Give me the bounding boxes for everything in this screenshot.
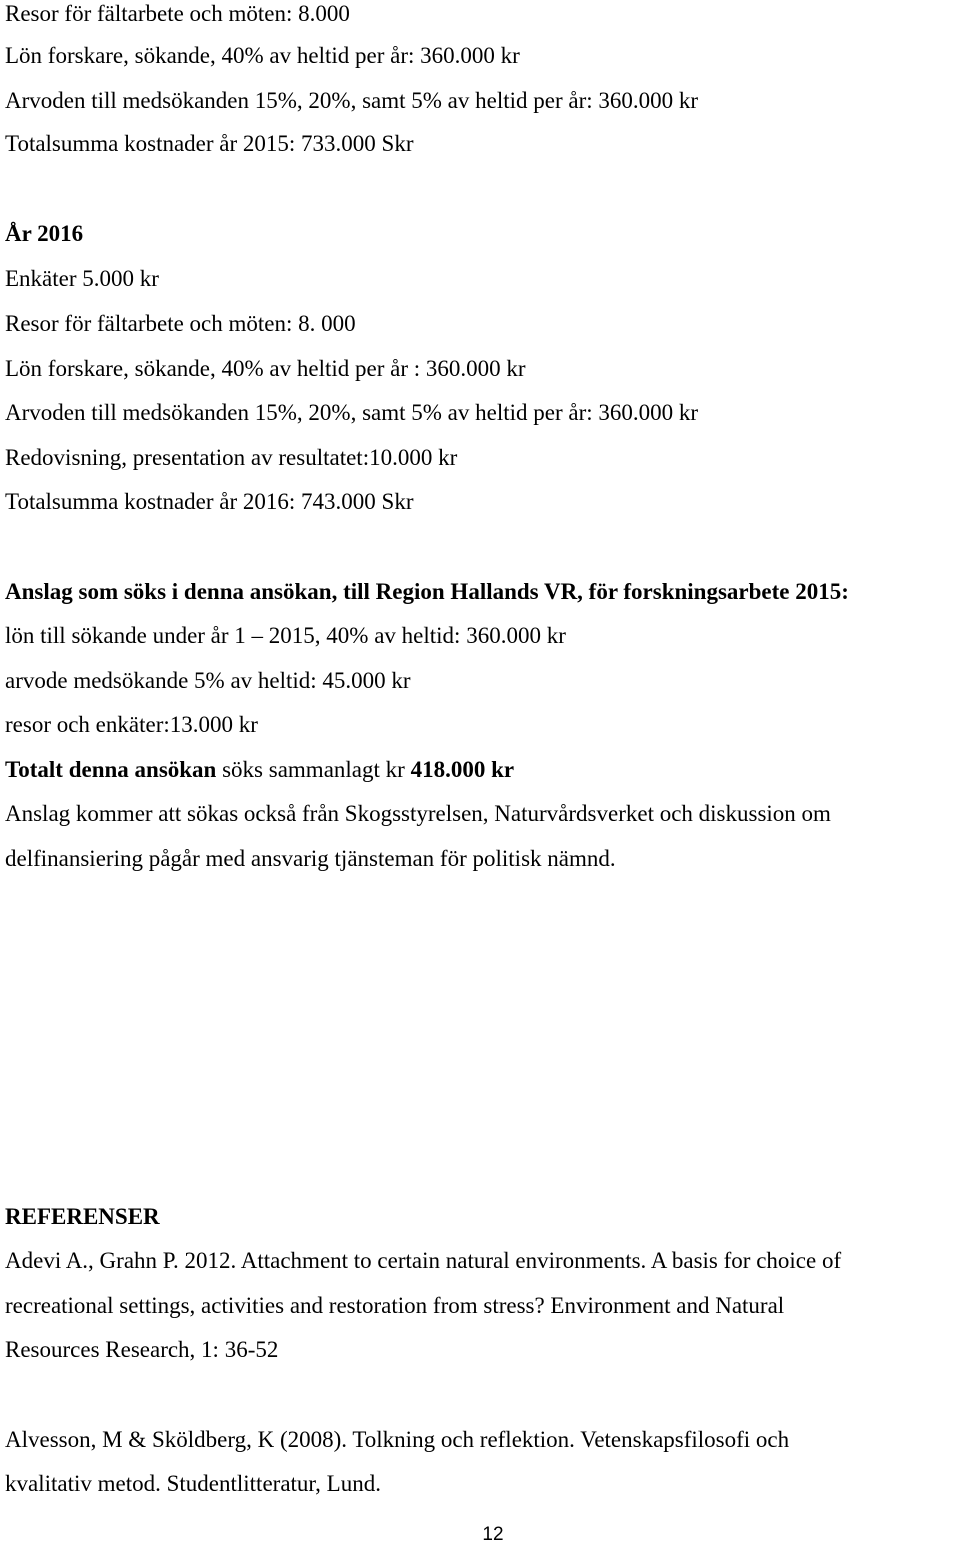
budget-2015-fees: Arvoden till medsökanden 15%, 20%, samt 5% av heltid per år: 360.000 kr: [5, 88, 699, 113]
reference-1-line-2: recreational settings, activities and restoration from stress? Environment and Natural: [5, 1293, 785, 1318]
budget-2015-travel: Resor för fältarbete och möten: 8.000: [5, 1, 350, 26]
budget-2016-fees: Arvoden till medsökanden 15%, 20%, samt 5% av heltid per år: 360.000 kr: [5, 400, 699, 425]
application-salary: lön till sökande under år 1 – 2015, 40% av heltid: 360.000 kr: [5, 623, 566, 648]
budget-2016-total: Totalsumma kostnader år 2016: 743.000 Skr: [5, 489, 414, 514]
year-2016-heading: År 2016: [5, 221, 84, 246]
budget-2015-salary: Lön forskare, sökande, 40% av heltid per år: 360.000 kr: [5, 43, 520, 68]
application-heading: Anslag som söks i denna ansökan, till Region Hallands VR, för forskningsarbete 2015:: [5, 579, 849, 604]
application-total-lead: Totalt denna ansökan: [5, 757, 217, 782]
budget-2015-total: Totalsumma kostnader år 2015: 733.000 Skr: [5, 131, 414, 156]
application-total: [5, 756, 514, 784]
application-fee: arvode medsökande 5% av heltid: 45.000 kr: [5, 668, 411, 693]
application-total-text: söks sammanlagt kr: [216, 757, 411, 782]
budget-2016-surveys: Enkäter 5.000 kr: [5, 266, 159, 291]
application-travel: resor och enkäter:13.000 kr: [5, 712, 258, 737]
reference-2-line-1: Alvesson, M & Sköldberg, K (2008). Tolkning och reflektion. Vetenskapsfilosofi och: [5, 1427, 790, 1452]
application-other-funding-line-1: Anslag kommer att sökas också från Skogsstyrelsen, Naturvårdsverket och diskussion om: [5, 801, 831, 826]
budget-2016-salary: Lön forskare, sökande, 40% av heltid per år : 360.000 kr: [5, 356, 526, 381]
application-other-funding-line-2: delfinansiering pågår med ansvarig tjänsteman för politisk nämnd.: [5, 846, 616, 871]
application-total-amount: 418.000 kr: [410, 757, 515, 782]
references-heading: REFERENSER: [5, 1204, 160, 1229]
reference-2-line-2: kvalitativ metod. Studentlitteratur, Lund.: [5, 1471, 381, 1496]
reference-1-line-3: Resources Research, 1: 36-52: [5, 1337, 279, 1362]
budget-2016-travel: Resor för fältarbete och möten: 8. 000: [5, 311, 356, 336]
budget-2016-reporting: Redovisning, presentation av resultatet:10.000 kr: [5, 445, 458, 470]
page-number: 12: [482, 1524, 504, 1545]
reference-1-line-1: Adevi A., Grahn P. 2012. Attachment to certain natural environments. A basis for choice of: [5, 1248, 842, 1273]
